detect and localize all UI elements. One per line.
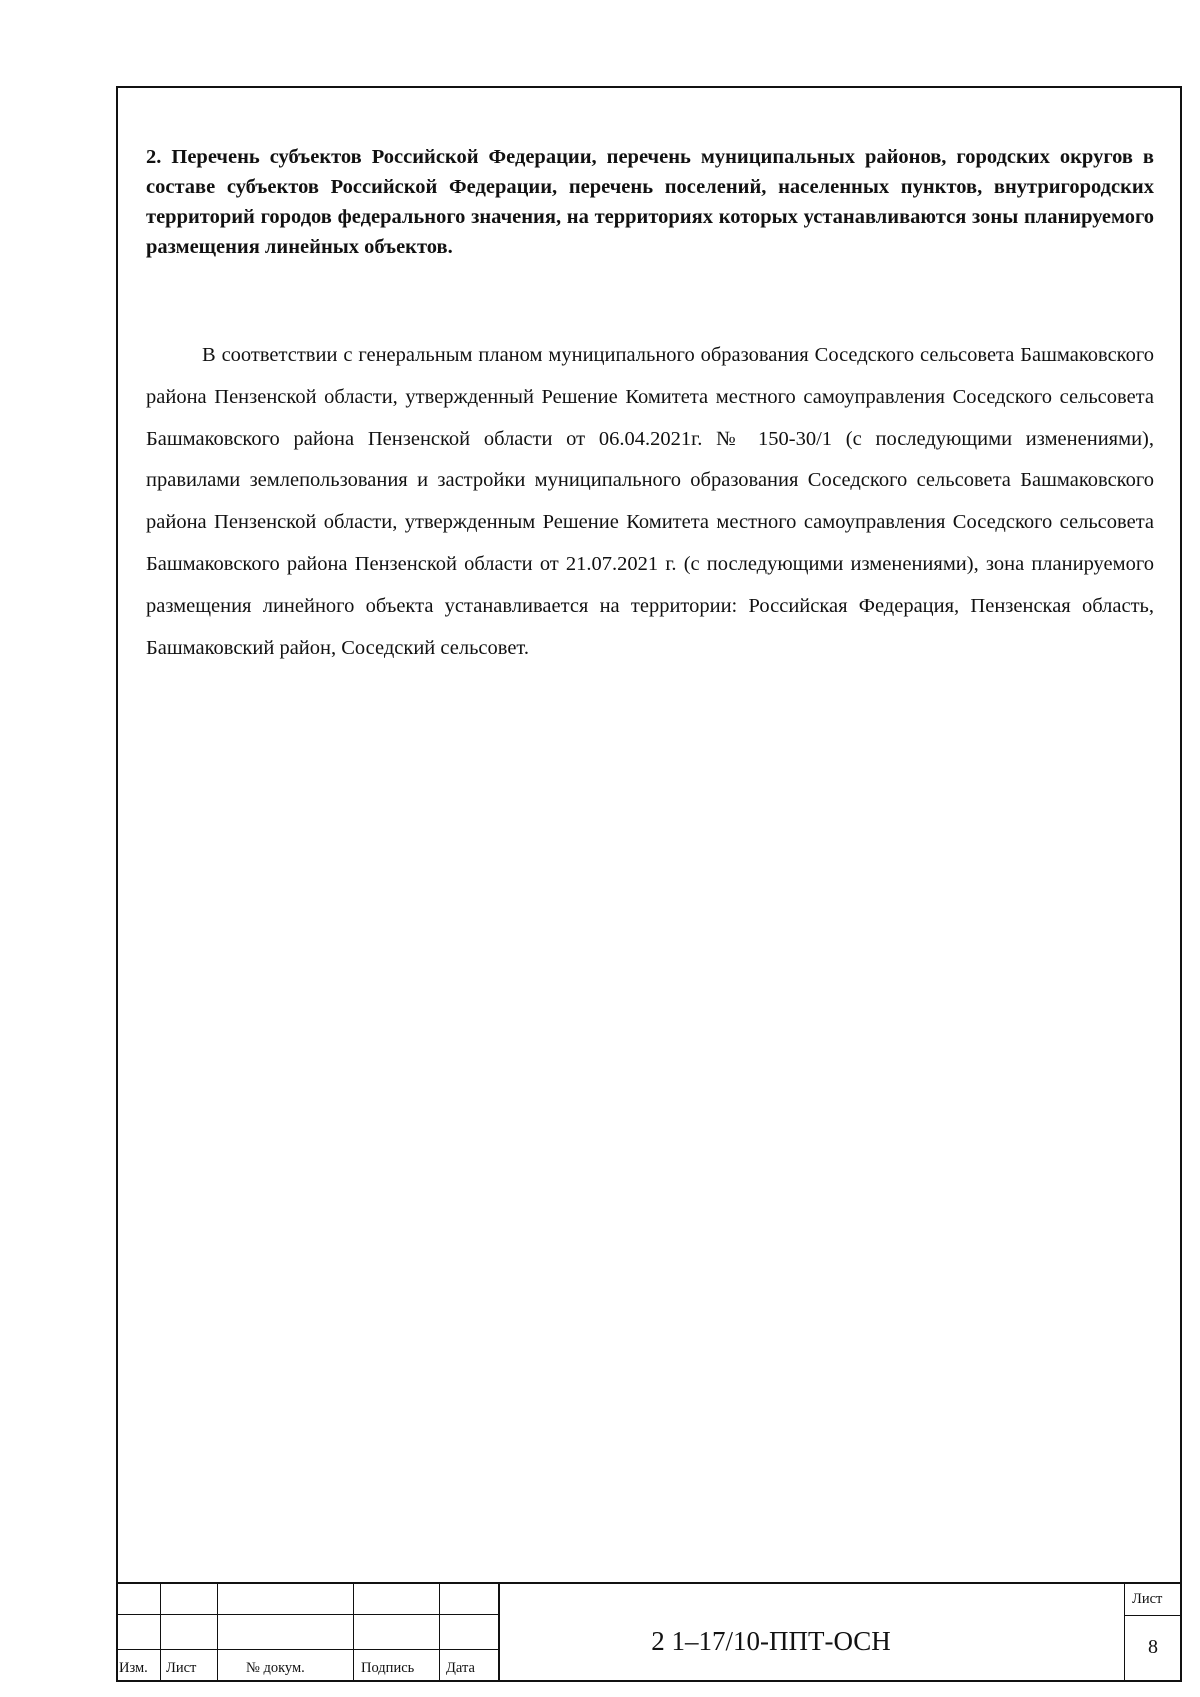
sheet-number: 8 <box>1148 1636 1158 1658</box>
sheet-label: Лист <box>1132 1591 1163 1607</box>
title-block-row-line <box>1124 1615 1182 1616</box>
title-block-col-line <box>1124 1582 1125 1682</box>
title-block-col-line <box>217 1582 218 1682</box>
title-block-top-border <box>116 1582 1182 1584</box>
title-block <box>116 1582 1182 1682</box>
column-label-doc-number: № докум. <box>246 1660 305 1676</box>
title-block-col-line <box>353 1582 354 1682</box>
title-block-col-line <box>439 1582 440 1682</box>
title-block-row-line <box>116 1649 498 1650</box>
column-label-change: Изм. <box>119 1660 148 1676</box>
column-label-signature: Подпись <box>361 1660 415 1676</box>
column-label-date: Дата <box>446 1660 475 1676</box>
document-code: 2 1–17/10-ППТ-ОСН <box>651 1626 891 1656</box>
title-block-row-line <box>116 1614 498 1615</box>
section-heading: 2. Перечень субъектов Российской Федерации, перечень муниципальных районов, городских округов в составе субъектов Российской Федерации, перечень поселений, населенных пунктов, внутригородских территорий городов федерального значения, на территориях которых устанавливаются зоны планируемого размещения линейных объектов. <box>146 146 1154 258</box>
column-label-sheet: Лист <box>166 1660 197 1676</box>
section-paragraph: В соответствии с генеральным планом муниципального образования Соседского сельсовета Башмаковского района Пензенской области, утвержденный Решение Комитета местного самоуправления Соседского сельсовета Башмаковского района Пензенской области от 06.04.2021г. № 150-30/1 (с последующими изменениями), правилами землепользования и застройки муниципального образования Соседского сельсовета Башмаковского района Пензенской области, утвержденным Решение Комитета местного самоуправления Соседского сельсовета Башмаковского района Пензенской области от 21.07.2021 г. (с последующими изменениями), зона планируемого размещения линейного объекта устанавливается на территории: Российская Федерация, Пензенская область, Башмаковский район, Соседский сельсовет. <box>146 344 1154 659</box>
title-block-col-line <box>160 1582 161 1682</box>
drawing-frame <box>116 86 1182 1682</box>
